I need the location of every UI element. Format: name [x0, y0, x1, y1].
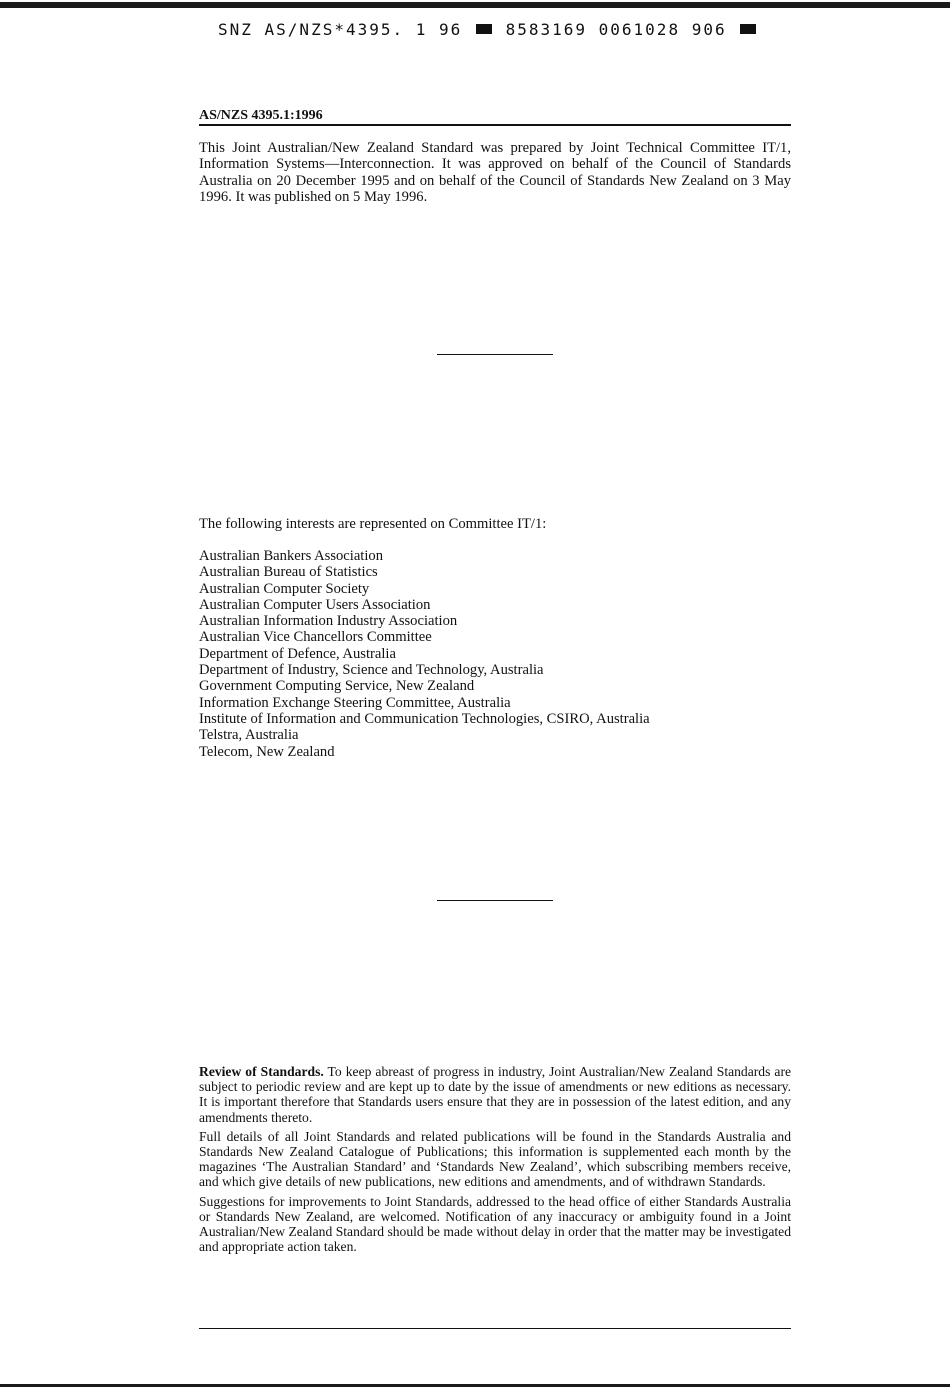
interest-item: Institute of Information and Communication Technologies, CSIRO, Australia — [199, 710, 650, 727]
header-code-part2: 8583169 0061028 906 — [505, 20, 727, 39]
interest-item: Department of Industry, Science and Technology, Australia — [199, 662, 544, 679]
section-divider-1 — [437, 354, 553, 355]
interests-list — [199, 548, 650, 760]
interests-intro: The following interests are represented on Committee IT/1: — [199, 516, 547, 532]
interest-item: Australian Computer Society — [199, 580, 370, 597]
review-paragraph-3: Suggestions for improvements to Joint Standards, addressed to the head office of either Standards Australia or Standards New Zealand, are welcomed. Notification of any inaccuracy or ambiguity found in a Joint Australian/New Zealand Standard should be made without delay in order that the matter may be investigated and appropriate action taken. — [199, 1193, 791, 1255]
interest-item: Information Exchange Steering Committee, Australia — [199, 694, 511, 711]
document-id: AS/NZS 4395.1:1996 — [199, 108, 323, 123]
interest-item: Australian Information Industry Association — [199, 613, 458, 630]
interest-item: Telstra, Australia — [199, 727, 299, 744]
bottom-border-rule — [0, 1384, 950, 1387]
review-of-standards-section — [199, 1064, 791, 1258]
header-block-mark-1 — [476, 24, 492, 34]
review-paragraph-1 — [199, 1064, 791, 1125]
closing-rule — [199, 1328, 791, 1329]
interest-item: Australian Vice Chancellors Committee — [199, 629, 432, 646]
document-header-code — [218, 20, 758, 39]
interest-item: Department of Defence, Australia — [199, 645, 396, 662]
preparation-statement: This Joint Australian/New Zealand Standard was prepared by Joint Technical Committee IT/1, Information Systems—Interconnection. It was approved on behalf of the Council of Standards Australia on 20 December 1995 and on behalf of the Council of Standards New Zealand on 3 May 1996. It was published on 5 May 1996. — [199, 140, 791, 205]
review-paragraph-2: Full details of all Joint Standards and related publications will be found in the Standards Australia and Standards New Zealand Catalogue of Publications; this information is supplemented each month by the magazines ‘The Australian Standard’ and ‘Standards New Zealand’, which subscribing members receive, and which give details of new publications, new editions and amendments, and of withdrawn Standards. — [199, 1128, 791, 1190]
document-id-rule — [199, 124, 791, 126]
interest-item: Australian Computer Users Association — [199, 596, 431, 613]
header-block-mark-2 — [740, 24, 756, 34]
interest-item: Australian Bureau of Statistics — [199, 564, 378, 581]
section-divider-2 — [437, 900, 553, 901]
header-code-part1: SNZ AS/NZS*4395. 1 96 — [218, 20, 463, 39]
interest-item: Australian Bankers Association — [199, 548, 384, 564]
interest-item: Telecom, New Zealand — [199, 743, 335, 760]
top-border-rule — [0, 2, 950, 8]
review-paragraph-1-body: To keep abreast of progress in industry, Joint Australian/New Zealand Standards are subject to periodic review and are kept up to date by the issue of amendments or new editions as necessary. It is important therefore that Standards users ensure that they are in possession of the latest edition, and any amendments thereto. — [199, 1064, 792, 1125]
interest-item: Government Computing Service, New Zealand — [199, 678, 475, 695]
review-heading: Review of Standards. — [199, 1064, 324, 1079]
